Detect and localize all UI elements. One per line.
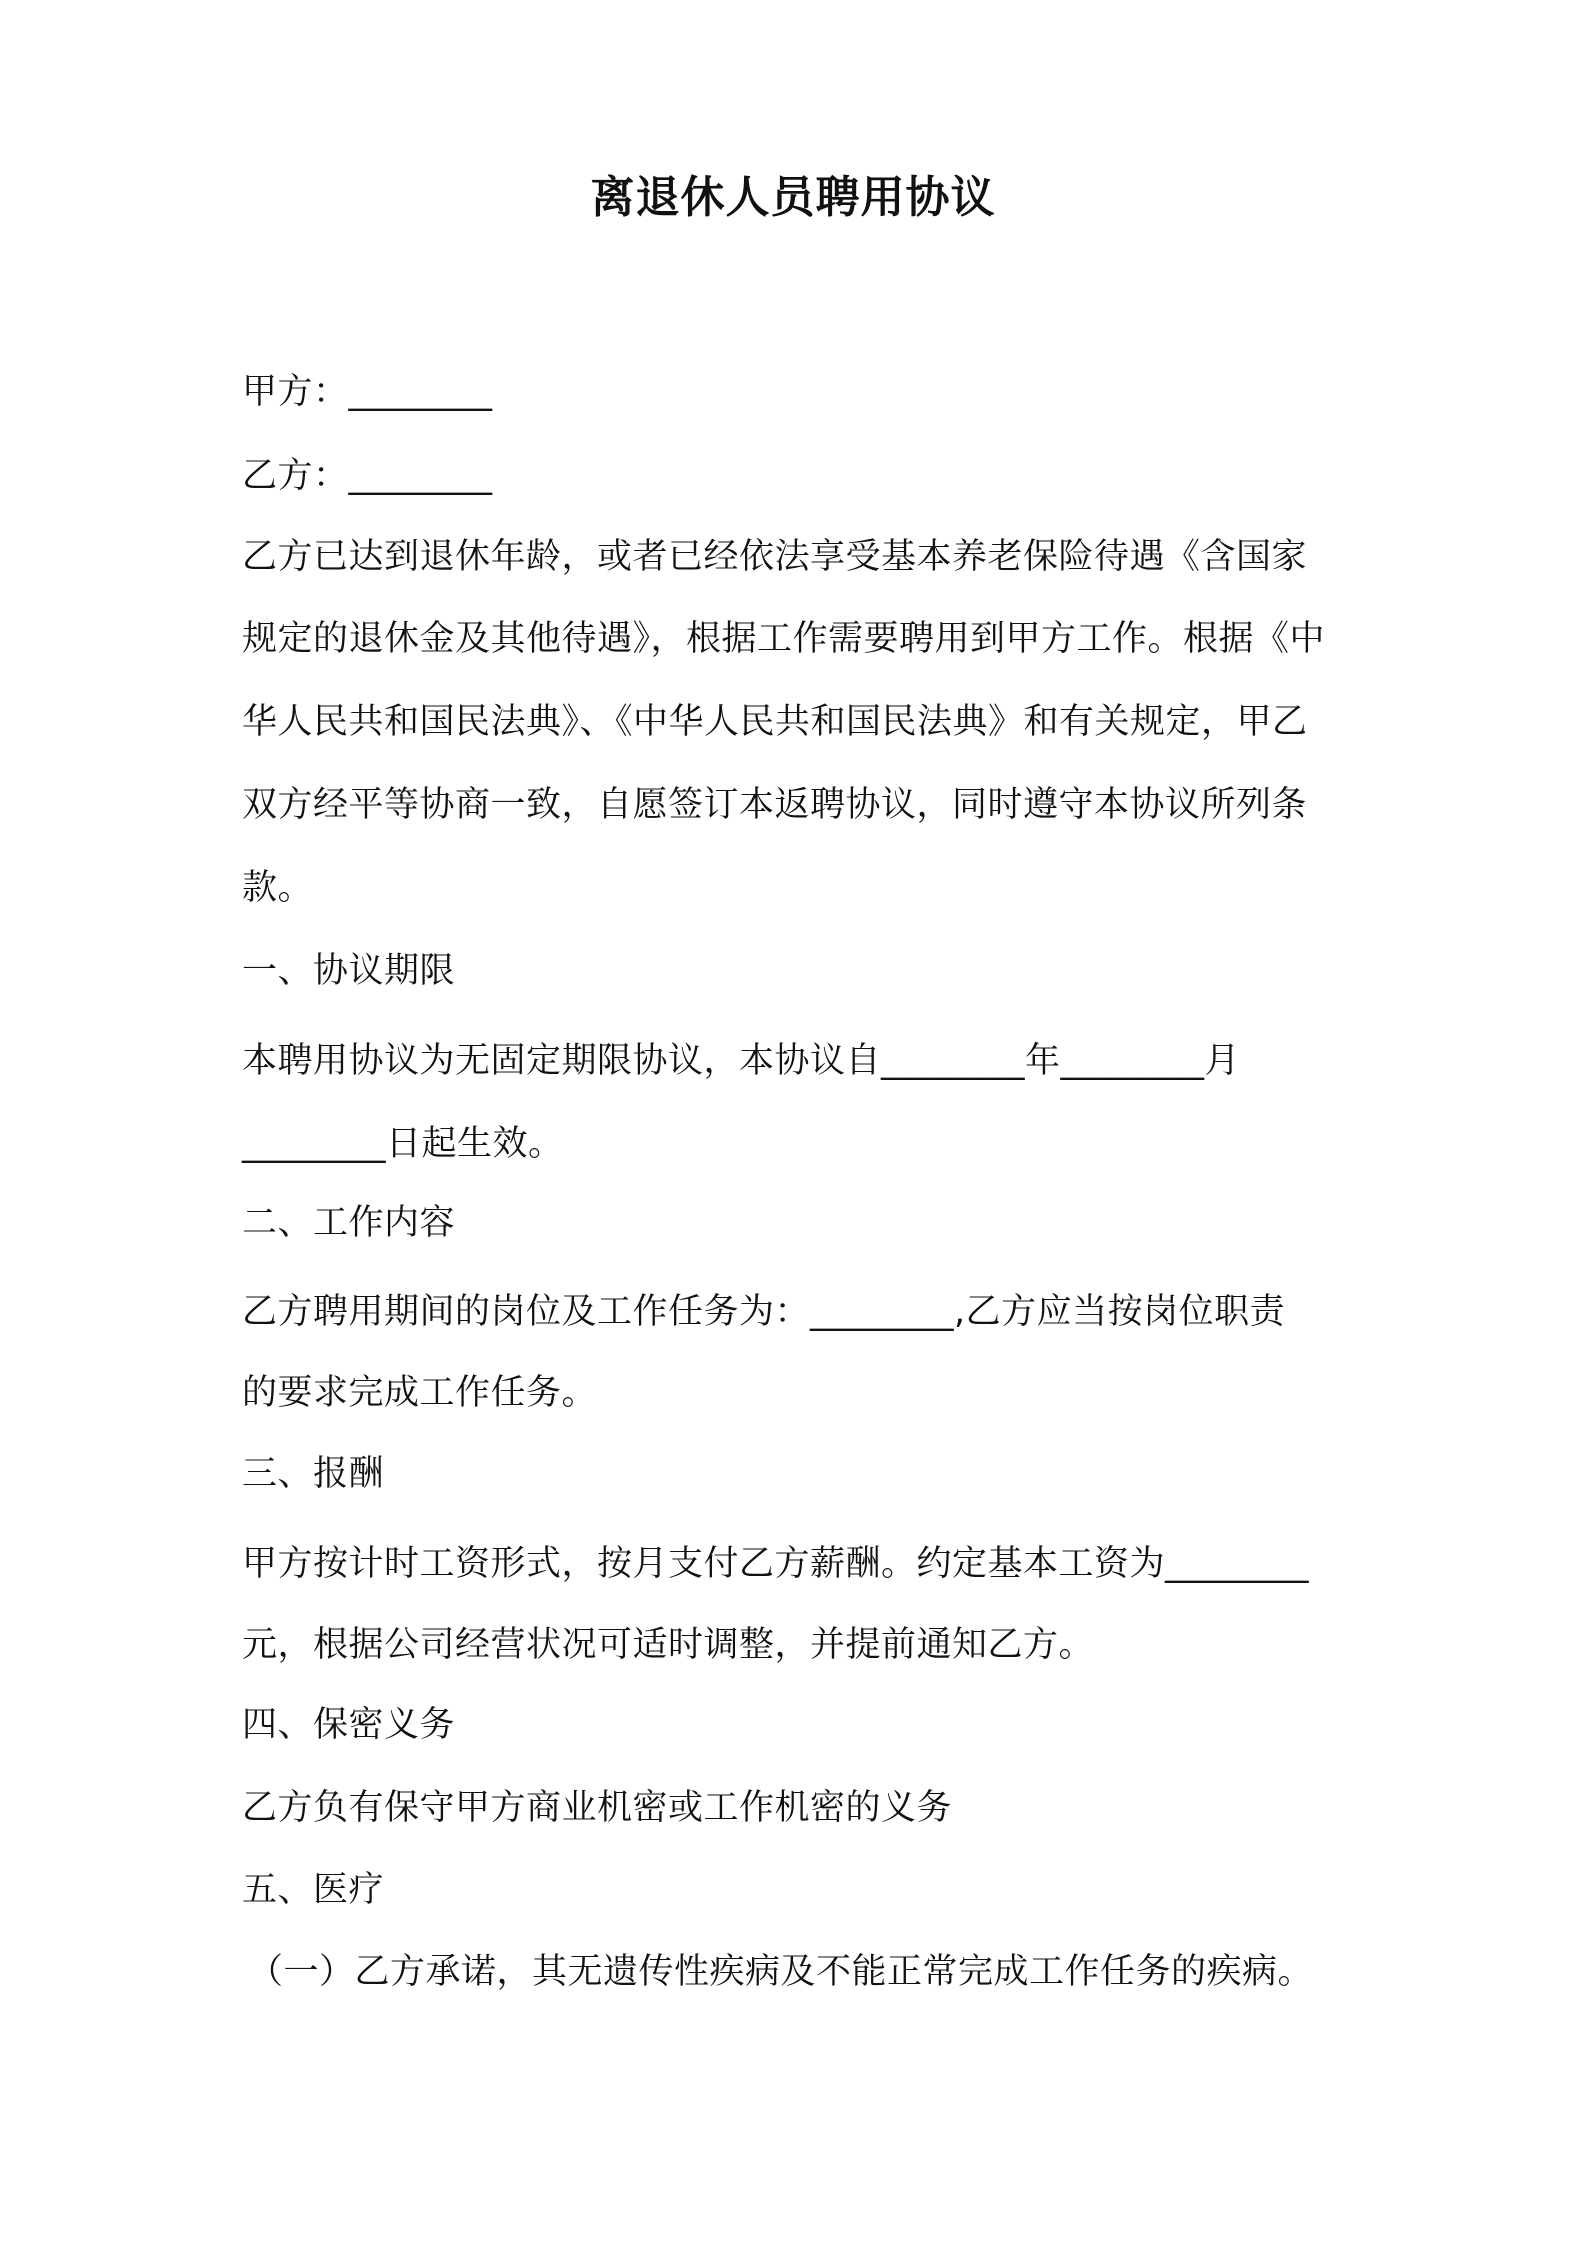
term-line-1: 本聘用协议为无固定期限协议，本协议自________年________月 [242,1041,1241,1081]
medical-line-1: （一）乙方承诺，其无遗传性疾病及不能正常完成工作任务的疾病。 [248,1952,1314,1992]
work-line-1: 乙方聘用期间的岗位及工作任务为：________,乙方应当按岗位职责 [242,1292,1286,1332]
section-heading-pay: 三、报酬 [242,1454,385,1494]
preamble-line-2: 规定的退休金及其他待遇》，根据工作需要聘用到甲方工作。根据《中 [242,619,1326,659]
preamble-line-1: 乙方已达到退休年龄，或者已经依法享受基本养老保险待遇《含国家 [242,537,1308,577]
preamble-line-4: 双方经平等协商一致，自愿签订本返聘协议，同时遵守本协议所列条 [242,785,1308,825]
document-title: 离退休人员聘用协议 [590,172,996,223]
section-heading-medical: 五、医疗 [242,1870,385,1910]
preamble-line-5: 款。 [242,868,314,908]
pay-line-2: 元，根据公司经营状况可适时调整，并提前通知乙方。 [242,1625,1095,1665]
preamble-line-3: 华人民共和国民法典》、《中华人民共和国民法典》和有关规定，甲乙 [242,702,1308,742]
section-heading-work: 二、工作内容 [242,1203,456,1243]
section-heading-term: 一、协议期限 [242,951,456,991]
confidentiality-line-1: 乙方负有保守甲方商业机密或工作机密的义务 [242,1788,953,1828]
section-heading-confidentiality: 四、保密义务 [242,1705,456,1745]
party-b-line: 乙方：________ [242,456,493,496]
party-a-line: 甲方：________ [242,372,493,412]
term-line-2: ________日起生效。 [242,1124,564,1164]
pay-line-1: 甲方按计时工资形式，按月支付乙方薪酬。约定基本工资为________ [242,1544,1310,1584]
work-line-2: 的要求完成工作任务。 [242,1373,598,1413]
